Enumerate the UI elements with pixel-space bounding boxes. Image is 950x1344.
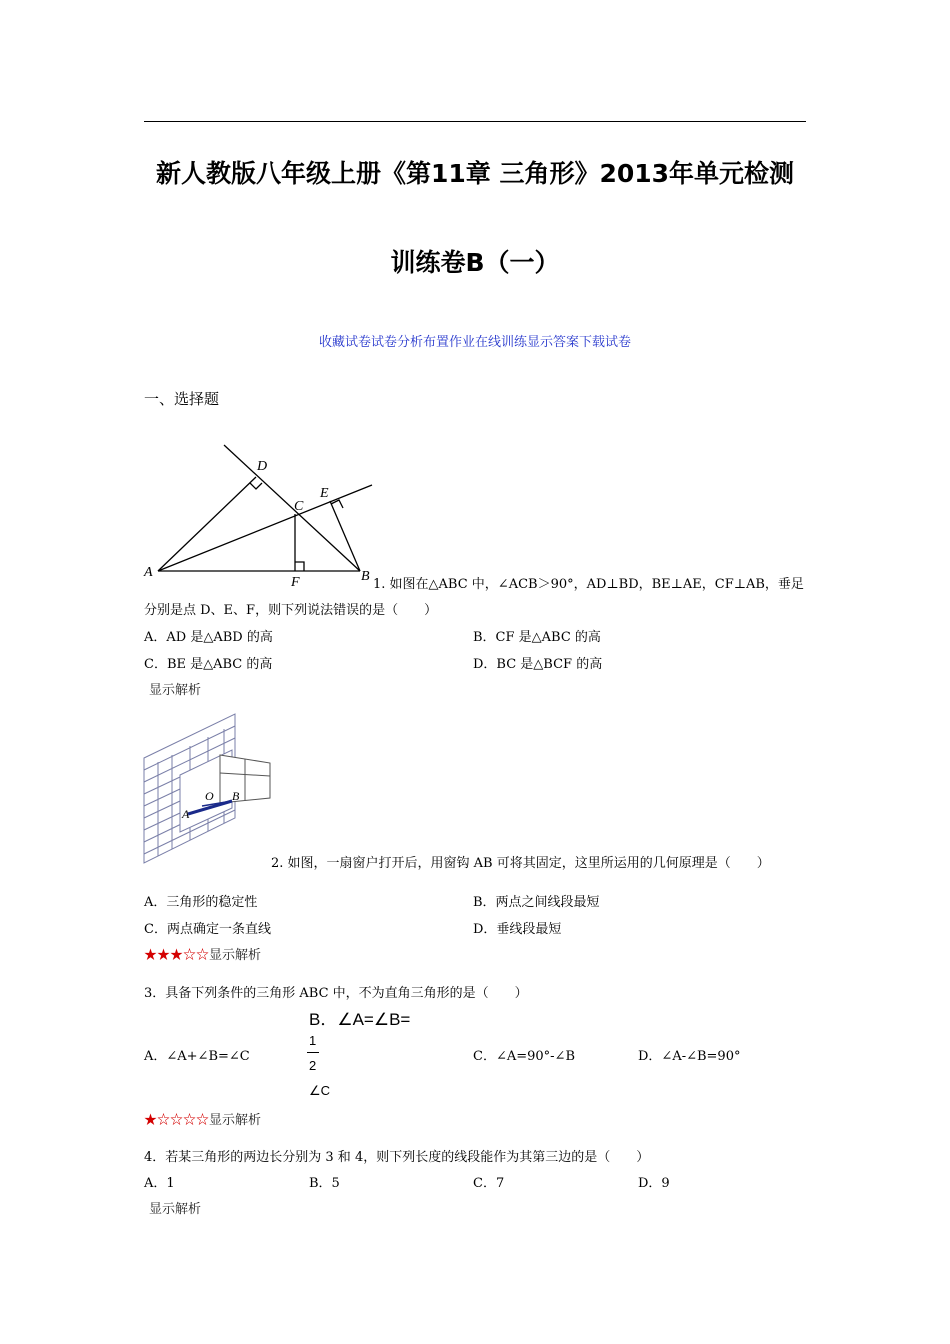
q3-rating-row bbox=[144, 1109, 261, 1128]
q4-option-c[interactable]: C．7 bbox=[473, 1176, 505, 1191]
toolbar-links bbox=[0, 331, 950, 350]
label-f: F bbox=[291, 575, 300, 590]
q3-option-d[interactable]: D．∠A-∠B=90° bbox=[638, 1049, 741, 1064]
q2-stem: 2. 如图，一扇窗户打开后，用窗钩 AB 可将其固定，这里所运用的几何原理是（ ） bbox=[271, 856, 770, 871]
q3-option-b-numerator: 1 bbox=[309, 1033, 317, 1048]
top-rule bbox=[144, 121, 806, 122]
q4-option-b[interactable]: B．5 bbox=[309, 1176, 340, 1191]
q2-difficulty-stars: ★★★☆☆ bbox=[144, 948, 210, 963]
q2-option-c[interactable]: C．两点确定一条直线 bbox=[144, 922, 271, 937]
right-angle-d bbox=[250, 483, 262, 489]
q3-option-b-tail: ∠C bbox=[309, 1083, 331, 1098]
q2-option-b[interactable]: B．两点之间线段最短 bbox=[473, 895, 600, 910]
q4-show-analysis[interactable]: 显示解析 bbox=[149, 1202, 202, 1217]
q1-stem-line2: 分别是点 D、E、F，则下列说法错误的是（ ） bbox=[144, 603, 438, 618]
label-o: O bbox=[205, 789, 214, 803]
section-title: 一、选择题 bbox=[144, 390, 220, 408]
q3-option-c[interactable]: C．∠A=90°-∠B bbox=[473, 1049, 576, 1064]
q1-stem-line1: 1. 如图在△ABC 中，∠ACB＞90°，AD⊥BD，BE⊥AE，CF⊥AB，垂足 bbox=[373, 577, 804, 592]
q3-stem: 3．具备下列条件的三角形 ABC 中，不为直角三角形的是（ ） bbox=[144, 986, 528, 1001]
label-b: B bbox=[361, 569, 370, 584]
page-subtitle: 训练卷B（一） bbox=[390, 248, 560, 277]
q1-show-analysis[interactable]: 显示解析 bbox=[149, 683, 202, 698]
q3-difficulty-stars: ★☆☆☆☆ bbox=[144, 1113, 210, 1128]
q4-option-d[interactable]: D．9 bbox=[638, 1176, 670, 1191]
label-b2: B bbox=[232, 789, 240, 803]
q4-stem: 4．若某三角形的两边长分别为 3 和 4，则下列长度的线段能作为其第三边的是（ ） bbox=[144, 1150, 650, 1165]
page-title: 新人教版八年级上册《第11章 三角形》2013年单元检测 bbox=[155, 159, 795, 188]
collect-paper-link[interactable]: 收藏试卷 bbox=[318, 335, 371, 350]
line-be bbox=[330, 501, 360, 571]
q1-option-b[interactable]: B．CF 是△ABC 的高 bbox=[473, 630, 601, 645]
q2-rating-row bbox=[144, 944, 261, 963]
q1-option-d[interactable]: D．BC 是△BCF 的高 bbox=[473, 657, 603, 672]
line-db bbox=[224, 445, 360, 571]
q3-fraction-bar bbox=[307, 1052, 319, 1053]
q3-show-analysis[interactable]: 显示解析 bbox=[209, 1113, 262, 1128]
q2-option-d[interactable]: D．垂线段最短 bbox=[473, 922, 562, 937]
q2-window-figure bbox=[140, 708, 275, 868]
online-practice-link[interactable]: 在线训练 bbox=[475, 335, 528, 350]
line-ad bbox=[158, 477, 256, 571]
assign-homework-link[interactable]: 布置作业 bbox=[422, 335, 475, 350]
q4-option-a[interactable]: A．1 bbox=[144, 1176, 175, 1191]
q2-show-analysis[interactable]: 显示解析 bbox=[209, 948, 262, 963]
q3-option-b-denominator: 2 bbox=[309, 1058, 317, 1073]
q3-option-a[interactable]: A．∠A+∠B=∠C bbox=[144, 1049, 250, 1064]
analyze-paper-link[interactable]: 试卷分析 bbox=[370, 335, 423, 350]
show-answers-link[interactable]: 显示答案 bbox=[527, 335, 580, 350]
q2-option-a[interactable]: A．三角形的稳定性 bbox=[144, 895, 258, 910]
line-ae bbox=[158, 485, 372, 571]
label-a: A bbox=[144, 565, 153, 580]
q1-option-c[interactable]: C．BE 是△ABC 的高 bbox=[144, 657, 273, 672]
right-angle-f bbox=[295, 562, 304, 571]
label-c: C bbox=[294, 499, 304, 514]
label-a2: A bbox=[182, 807, 190, 821]
label-e: E bbox=[320, 486, 329, 501]
q3-option-b[interactable]: B．∠A=∠B= bbox=[309, 1010, 411, 1029]
download-paper-link[interactable]: 下载试卷 bbox=[579, 335, 632, 350]
label-d: D bbox=[257, 459, 268, 474]
q1-triangle-figure bbox=[140, 440, 380, 590]
q1-option-a[interactable]: A．AD 是△ABD 的高 bbox=[144, 630, 273, 645]
